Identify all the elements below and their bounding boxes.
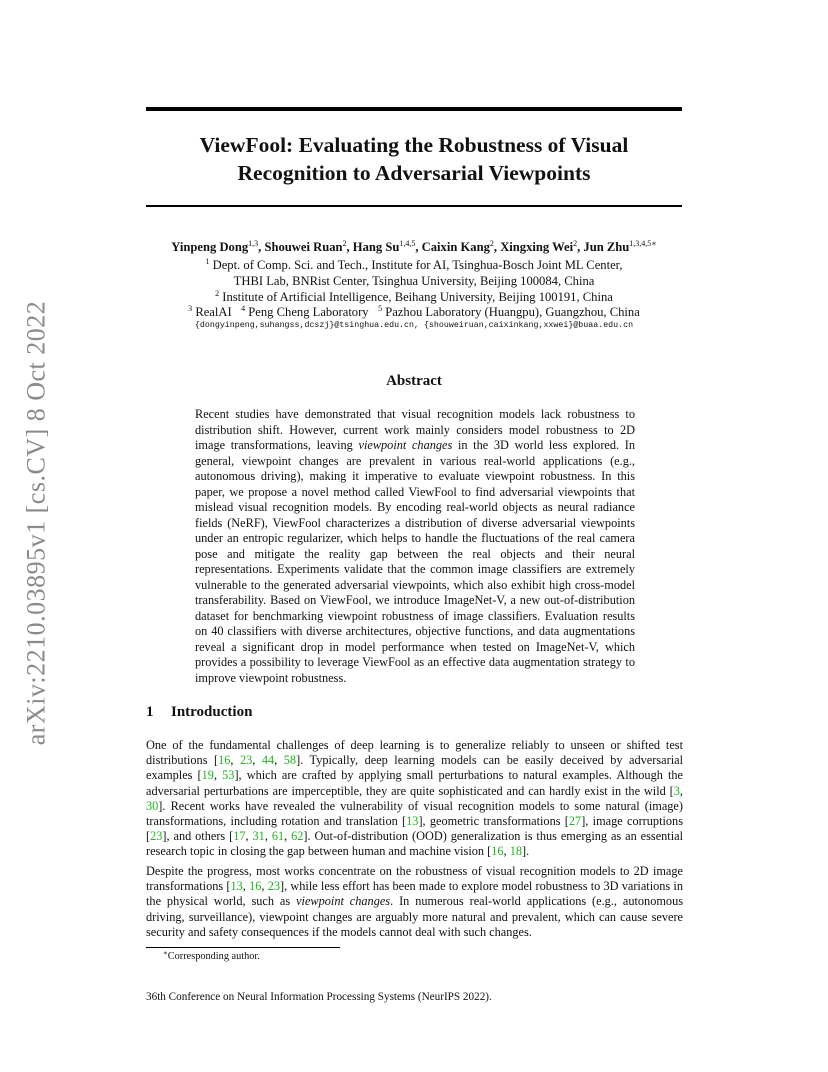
footnote [163,951,260,962]
citation-link[interactable]: 13 [230,879,243,894]
author-name: Jun Zhu [583,240,630,254]
affiliation-mark: 3 [188,304,193,313]
affiliation-mark: 4 [241,304,246,313]
author-affiliation-mark: 2 [342,239,347,248]
citation-link[interactable]: 53 [222,768,235,783]
title-line-2: Recognition to Adversarial Viewpoints [237,161,591,185]
author-affiliation-mark: 1,3,4,5∗ [629,239,657,248]
footnote-rule [146,947,340,948]
arxiv-stamp-text: arXiv:2210.03895v1 [cs.CV] 8 Oct 2022 [21,300,50,745]
citation-link[interactable]: 16 [249,879,262,894]
paragraph-text: Despite the progress, most works concentrate on the robustness of visual recognition models to 2D image transformations [13, 16, 23], while less effort has been made to explore model robustness to 3D variations in the physical world, such as viewpoint changes. In numerous real-world applications (e.g., autonomous driving, surveillance), viewpoint changes are arguably more natural and prevalent, which can cause severe security and safety consequences if the models cannot deal with such changes. [146,864,683,939]
affiliation-text: Pazhou Laboratory (Huangpu), Guangzhou, China [382,305,640,319]
citation-link[interactable]: 23 [267,879,280,894]
affiliation-text: Dept. of Comp. Sci. and Tech., Institute for AI, Tsinghua-Bosch Joint ML Center, [209,258,623,272]
abstract-heading: Abstract [386,373,442,389]
author-name: Yinpeng Dong [171,240,249,254]
paragraph-text-run: Despite the progress, most works concentrate on the robustness of visual recognition models to 2D image transformations [ [146,864,683,894]
title-line-1: ViewFool: Evaluating the Robustness of Visual [199,133,629,157]
abstract-body [195,407,635,686]
affiliation-mark: 2 [215,289,220,298]
citation-link[interactable]: 16 [491,844,504,859]
arxiv-stamp [14,295,58,750]
paragraph-text-run: ], while less effort has been made to explore model robustness to 3D variations in the physical world, such as [146,879,683,909]
citation-link[interactable]: 13 [406,814,419,829]
affiliation-text: RealAI [192,305,232,319]
intro-paragraph-2 [146,864,683,940]
citation-link[interactable]: 18 [509,844,522,859]
citation-link[interactable]: 44 [261,753,275,768]
citation-link[interactable]: 19 [201,768,214,783]
author-emails: {dongyinpeng,suhangss,dcszj}@tsinghua.edu.cn, {shouweiruan,caixinkang,xxwei}@buaa.edu.cn [194,321,634,330]
paragraph-text-run: ], geometric transformations [ [418,814,569,829]
affiliation-3-4-5 [100,304,728,320]
section-heading-introduction [146,704,252,721]
author-name: Hang Su [352,240,400,254]
author-name: Xingxing Wei [500,240,574,254]
citation-link[interactable]: 31 [252,829,265,844]
citation-link[interactable]: 62 [291,829,304,844]
paragraph-text-run: ], image corruptions [ [146,814,683,844]
citation-link[interactable]: 61 [271,829,285,844]
paragraph-text-run: ]. Recent works have revealed the vulnerability of visual recognition models to some natural (image) transformations, including rotation and translation [ [146,798,683,829]
citation-link[interactable]: 16 [218,753,231,768]
intro-paragraph-1 [146,738,683,860]
affiliation-1-line-2: THBI Lab, BNRist Center, Tsinghua University, Beijing 100084, China [233,274,595,288]
affiliation-2 [100,289,728,305]
title-bottom-rule [146,205,682,207]
venue-line: 36th Conference on Neural Information Processing Systems (NeurIPS 2022). [146,991,492,1003]
author-affiliation-mark: 1,4,5 [399,239,416,248]
section-number: 1 [146,704,154,720]
affiliation-text: Institute of Artificial Intelligence, Beihang University, Beijing 100191, China [219,290,613,304]
paragraph-text-run: . In numerous real-world applications (e.g., autonomous driving, surveillance), viewpoint changes are arguably more natural and prevalent, which can cause severe security and safety consequences if the models cannot deal with such changes. [146,894,683,939]
paragraph-text-run: One of the fundamental challenges of deep learning is to generalize reliably to unseen or shifted test distributions [ [146,738,683,768]
citation-link[interactable]: 3 [673,783,680,798]
affiliation-text: Peng Cheng Laboratory [245,305,369,319]
citation-link[interactable]: 58 [283,753,297,768]
citation-link[interactable]: 23 [150,829,163,844]
paragraph-text-run: ]. Typically, deep learning models can be easily deceived by adversarial examples [ [146,753,683,783]
footnote-mark: ∗ [163,949,168,957]
citation-link[interactable]: 27 [568,814,582,829]
footnote-text: Corresponding author. [167,951,260,962]
author-affiliation-mark: 2 [573,239,578,248]
author-affiliation-mark: 2 [489,239,494,248]
affiliation-1-line-1 [100,257,728,273]
paragraph-text-run: ]. [521,844,530,859]
paper-title [146,131,682,187]
abstract-emphasis: viewpoint changes [358,438,453,452]
author-name: Caixin Kang [421,240,490,254]
paragraph-text-run: ], which are crafted by applying small perturbations to natural examples. Although the adversarial perturbations are imperceptible, they are quite sophisticated and can hardly exist in the wild [ [146,768,684,798]
author-affiliation-mark: 1,3 [248,239,259,248]
author-list: Yinpeng Dong$^{1,3}$, Shouwei Ruan$^2$, Hang Su$^{1,4,5}$, Caixin Kang$^2$, Xingxing Wei$^2$, Jun Zhu$^{1,3,4,5∗}$ [171,239,657,254]
paragraph-emphasis: viewpoint changes [296,894,391,909]
paragraph-text-run: ], and others [ [162,829,234,844]
paragraph-text: One of the fundamental challenges of deep learning is to generalize reliably to unseen or shifted test distributions [16, 23, 44, 58]. Typically, deep learning models can be easily deceived by adversarial examples [19, 53], which are crafted by applying small perturbations to natural examples. Although the adversarial perturbations are imperceptible, they are quite sophisticated and can hardly exist in the wild [3, 30]. Recent works have revealed the vulnerability of visual recognition models to some natural (image) transformations, including rotation and translation [13], geometric transformations [27], image corruptions [23], and others [17, 31, 61, 62]. Out-of-distribution (OOD) generalization is thus emerging as an essential research topic in closing the gap between human and machine vision [16, 18]. [146,738,684,859]
abstract-text: in the 3D world less explored. In general, viewpoint changes are prevalent in various real-world applications (e.g., autonomous driving), making it imperative to evaluate viewpoint robustness. In this paper, we propose a novel method called ViewFool to find adversarial viewpoints that mislead visual recognition models. By encoding real-world objects as neural radiance fields (NeRF), ViewFool characterizes a distribution of diverse adversarial viewpoints under an entropic regularizer, which helps to handle the fluctuations of the real camera pose and mitigate the reality gap between the real objects and their neural representations. Experiments validate that the common image classifiers are extremely vulnerable to the generated adversarial viewpoints, which also exhibit high cross-model transferability. Based on ViewFool, we introduce ImageNet-V, a new out-of-distribution dataset for benchmarking viewpoint robustness of image classifiers. Evaluation results on 40 classifiers with diverse architectures, objective functions, and data augmentations reveal a significant drop in model performance when tested on ImageNet-V, which provides a possibility to leverage ViewFool as an effective data augmentation strategy to improve viewpoint robustness. [195,438,636,685]
affiliation-mark: 1 [205,257,210,266]
citation-link[interactable]: 23 [240,753,253,768]
paragraph-text-run: ]. Out-of-distribution (OOD) generalization is thus emerging as an essential research topic in closing the gap between human and machine vision [ [146,829,684,859]
title-top-rule [146,107,682,111]
citation-link[interactable]: 17 [233,829,246,844]
abstract-paragraph [195,407,635,686]
citation-link[interactable]: 30 [146,798,159,813]
author-name: Shouwei Ruan [264,240,343,254]
affiliation-mark: 5 [378,304,383,313]
section-title: Introduction [171,704,253,720]
abstract-text: Recent studies have demonstrated that visual recognition models lack robustness to distribution shift. However, current work mainly considers model robustness to 2D image transformations, leaving [195,407,635,452]
